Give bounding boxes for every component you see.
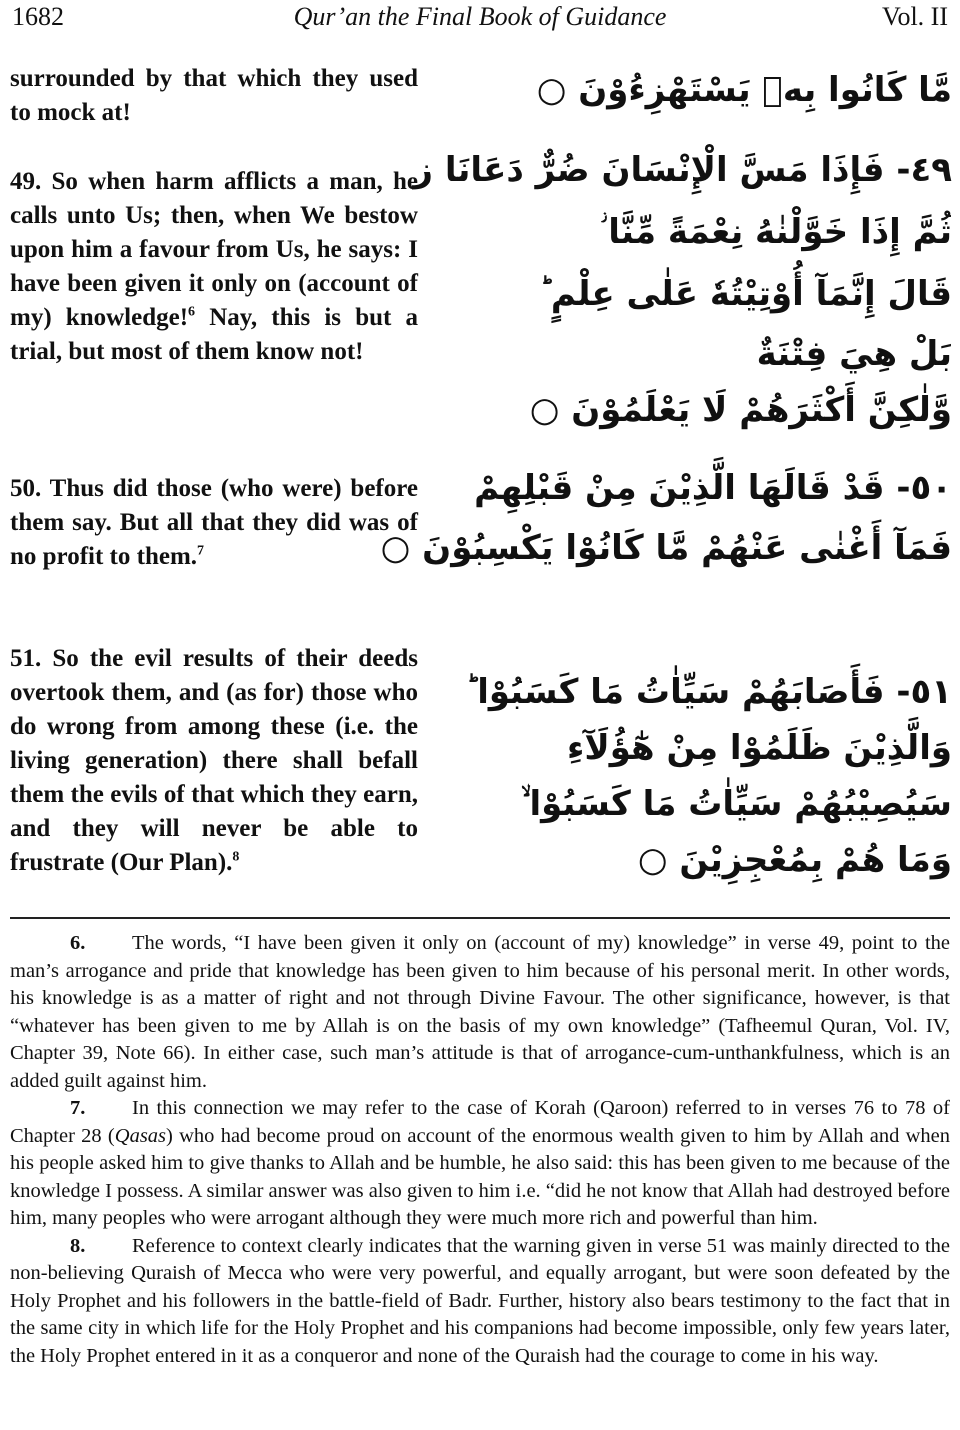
footnote-ref: 7	[197, 543, 205, 559]
footnote-number: 6.	[70, 932, 86, 954]
verse-text: So when harm afflicts a man, he calls unto Us; then, when We bestow upon him a favour from Us, he says: I have been given it only on (account of my) knowledge!	[10, 168, 419, 331]
verse-translation	[10, 642, 418, 880]
arabic-line: فَمَآ أَغْنٰى عَنْهُمْ مَّا كَانُوْا يَكْسِبُوْنَ ○	[380, 528, 952, 568]
arabic-line: قَالَ إِنَّمَآ أُوْتِيْتُهٗ عَلٰى عِلْمٍ ؕ	[539, 274, 952, 314]
verse-text: surrounded by that which they used to mock at!	[10, 65, 418, 126]
verse-text-cont: Nay, this is but a trial, but most of them know not!	[10, 304, 418, 365]
footnote	[10, 1233, 950, 1371]
footnote	[10, 930, 950, 1095]
verse-number: 51.	[10, 645, 42, 672]
verse-text: Thus did those (who were) before them say. But all that they did was of no profit to them.	[10, 475, 418, 570]
footnote-text: In this connection we may refer to the case of Korah (Qaroon) referred to in verses 76 to 78 of Chapter 28 (	[10, 1097, 950, 1147]
verse-text: So the evil results of their deeds overtook them, and (as for) those who do wrong from among these (i.e. the living generation) there shall befall them the evils of that which they earn, and they will never be able to frustrate (Our Plan).	[10, 645, 419, 876]
verse-arabic	[465, 672, 952, 896]
page-header	[12, 2, 948, 36]
arabic-line: ٥١- فَأَصَابَهُمْ سَيِّاٰتُ مَا كَسَبُوْا ؕ	[465, 672, 952, 712]
verse-arabic	[536, 70, 952, 110]
footnote-number: 7.	[70, 1097, 86, 1119]
footnote-ref: 6	[188, 304, 196, 320]
arabic-line: وَمَا هُمْ بِمُعْجِزِيْنَ ○	[637, 840, 952, 880]
verse-arabic	[413, 150, 952, 446]
verse-translation	[10, 165, 418, 369]
footnote-number: 8.	[70, 1234, 86, 1257]
verse-number: 50.	[10, 475, 42, 502]
volume-label: Vol. II	[882, 2, 948, 31]
footnote-text-cont: ) who had become proud on account of the enormous wealth given to him by Allah and when his people asked him to give thanks to Allah and be humble, he also said: this has been given to me because of the knowledge I possess. A similar answer was also given to him i.e. “did he not know that Allah had destroyed before him, many peoples who were arrogant although they were much more rich and powerful than him.	[10, 1124, 950, 1229]
surah-name: Qasas	[114, 1124, 167, 1147]
arabic-line: سَيُصِيْبُهُمْ سَيِّاٰتُ مَا كَسَبُوْا ۙ	[521, 784, 952, 824]
arabic-line: وَالَّذِيْنَ ظَلَمُوْا مِنْ هٰٓؤُلَآءِ	[567, 728, 952, 768]
arabic-line: وَّلٰكِنَّ أَكْثَرَهُمْ لَا يَعْلَمُوْنَ ○	[529, 390, 952, 430]
arabic-line: ٥٠- قَدْ قَالَهَا الَّذِيْنَ مِنْ قَبْلِهِمْ	[474, 468, 952, 508]
arabic-line: ٤٩- فَإِذَا مَسَّ الْإِنْسَانَ ضُرٌّ دَعَانَا ز	[413, 150, 952, 190]
verse-number: 49.	[10, 168, 42, 195]
footnote-text: Reference to context clearly indicates that the warning given in verse 51 was mainly directed to the non-believing Quraish of Mecca who were very powerful, and equally arrogant, but were soon defeated by the Holy Prophet and his followers in the battle-field of Badr. Further, history also bears testimony to the fact that in the same city in which life for the Holy Prophet and his companions had become impossible, only few years later, the Holy Prophet entered in it as a conqueror and none of the Quraish had the courage to come in his way.	[10, 1234, 950, 1367]
arabic-line: مَّا كَانُوا بِهٖ يَسْتَهْزِءُوْنَ ○	[536, 70, 952, 110]
footnote-divider	[10, 917, 950, 919]
footnote	[10, 1095, 950, 1233]
page-number: 1682	[12, 2, 64, 31]
footnote-text: The words, “I have been given it only on (account of my) knowledge” in verse 49, point to the man’s arrogance and pride that knowledge has been given to him because of his personal merit. In other words, his knowledge is as a matter of right and not through Divine Favour. The other significance, however, is that “whatever has been given to me by Allah is on the basis of my own knowledge” (Tafheemul Quran, Vol. IV, Chapter 39, Note 66). In either case, such man’s attitude is that of arrogance-cum-unthankfulness, which is an added guilt against him.	[10, 932, 950, 1092]
verse-translation	[10, 472, 418, 574]
book-title: Qur’an the Final Book of Guidance	[293, 2, 667, 31]
footnotes	[10, 930, 950, 1370]
footnote-ref: 8	[232, 849, 240, 865]
verse-translation	[10, 62, 418, 130]
arabic-line: بَلْ هِيَ فِتْنَةٌ	[756, 334, 952, 374]
verse-arabic	[380, 468, 952, 584]
arabic-line: ثُمَّ إِذَا خَوَّلْنٰهُ نِعْمَةً مِّنَّا ؗ	[599, 212, 952, 252]
